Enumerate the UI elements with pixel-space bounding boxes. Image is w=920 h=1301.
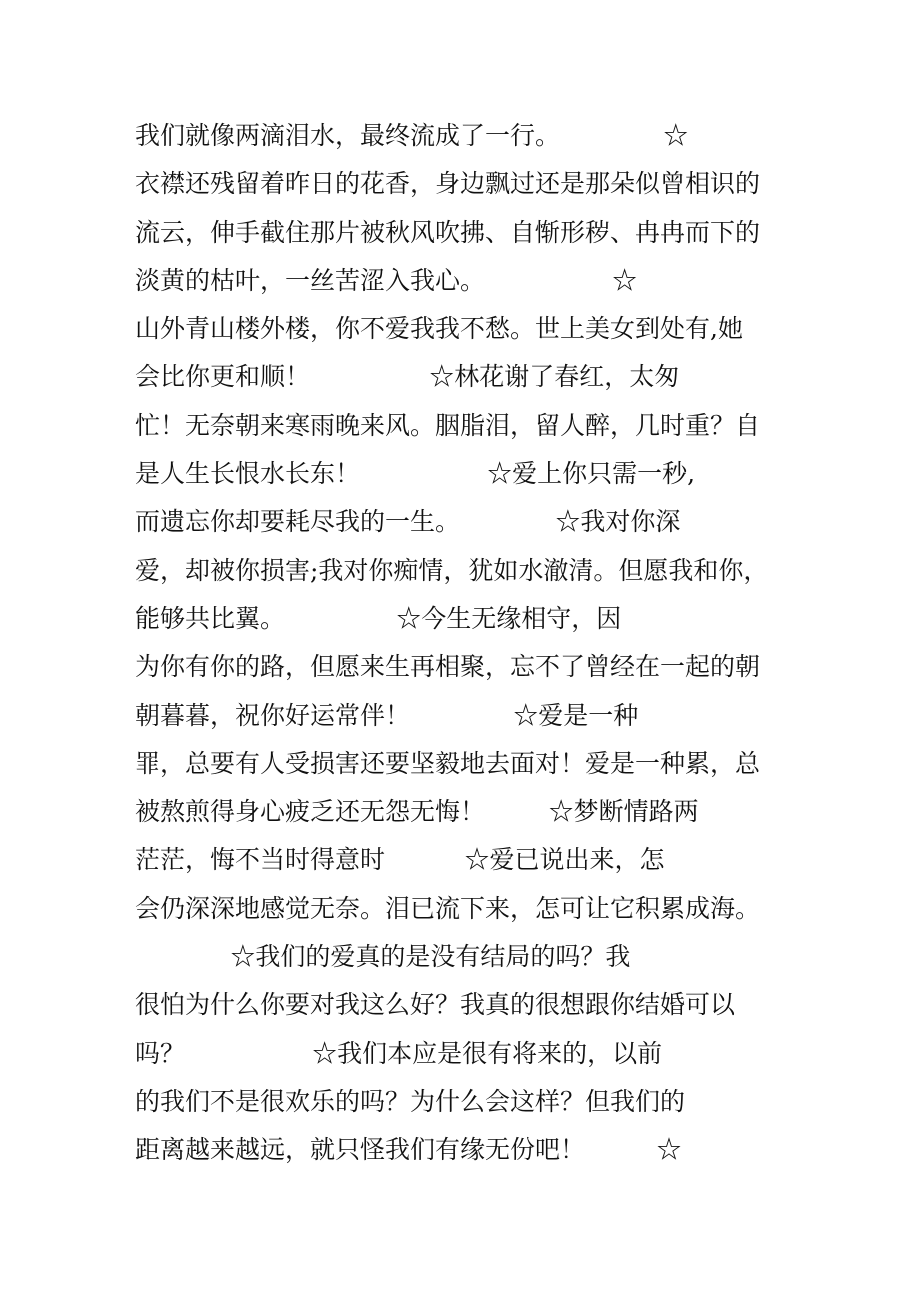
text-line: 是人生长恨水长东！ ☆爱上你只需一秒, [135, 459, 696, 489]
text-line: 淡黄的枯叶，一丝苦涩入我心。 ☆ [135, 265, 638, 295]
text-line: 忙！无奈朝来寒雨晚来风。胭脂泪，留人醉，几时重？自 [135, 410, 761, 440]
text-line: 我们就像两滴泪水，最终流成了一行。 ☆ [135, 121, 689, 150]
text-line: 会仍深深地感觉无奈。泪已流下来，怎可让它积累成海。 [135, 893, 761, 923]
text-line: 爱，却被你损害;我对你痴情，犹如水澈清。但愿我和你， [135, 555, 769, 585]
text-line: 衣襟还残留着昨日的花香，身边飘过还是那朵似曾相识的 [135, 169, 761, 199]
text-line: 山外青山楼外楼，你不爱我我不愁。世上美女到处有,她 [135, 314, 743, 344]
text-line: 茫茫，悔不当时得意时 ☆爱已说出来，怎 [135, 845, 665, 875]
text-line: 很怕为什么你要对我这么好？我真的很想跟你结婚可以 [135, 990, 736, 1020]
text-line: 罪，总要有人受损害还要坚毅地去面对！爱是一种累，总 [135, 748, 761, 778]
text-line: 的我们不是很欢乐的吗？为什么会这样？但我们的 [135, 1086, 686, 1116]
text-line: 会比你更和顺！ ☆林花谢了春红，太匆 [135, 362, 680, 392]
text-line: 朝暮暮，祝你好运常伴！ ☆爱是一种 [135, 700, 639, 730]
text-line: 被熬煎得身心疲乏还无怨无悔！ ☆梦断情路两 [135, 797, 699, 827]
poem-text-block [135, 112, 795, 1175]
text-line: 流云，伸手截住那片被秋风吹拂、自惭形秽、冉冉而下的 [135, 217, 761, 247]
text-line: 距离越来越远，就只怪我们有缘无份吧！ ☆ [135, 1135, 682, 1165]
text-line: 而遗忘你却要耗尽我的一生。 ☆我对你深 [135, 507, 681, 537]
text-line: ☆我们的爱真的是没有结局的吗？我 [135, 942, 631, 972]
text-line: 为你有你的路，但愿来生再相聚，忘不了曾经在一起的朝 [135, 652, 761, 682]
text-line: 吗？ ☆我们本应是很有将来的，以前 [135, 1038, 663, 1068]
text-line: 能够共比翼。 ☆今生无缘相守，因 [135, 603, 622, 633]
